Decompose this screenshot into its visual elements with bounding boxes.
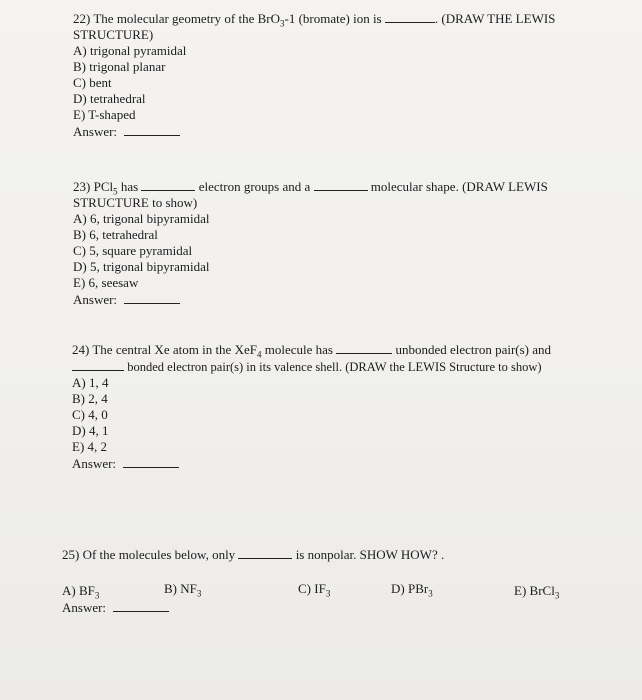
option-d: D) tetrahedral: [73, 91, 146, 106]
subscript: 3: [280, 18, 285, 29]
option-a: [62, 583, 99, 599]
question-text: molecular shape. (DRAW LEWIS: [370, 179, 548, 194]
subscript: 3: [325, 588, 331, 599]
answer-row: [72, 455, 637, 472]
question-22: [73, 10, 633, 140]
option-b: B) 2, 4: [72, 391, 108, 406]
option-label: D) PBr: [391, 581, 429, 596]
question-text: bonded electron pair(s) in its valence shell. (DRAW the LEWIS Structure to show): [127, 360, 542, 374]
answer-blank[interactable]: [141, 178, 195, 191]
answer-blank[interactable]: [124, 123, 180, 136]
question-text: has: [120, 179, 139, 194]
subscript: 3: [94, 590, 100, 601]
question-number: 22): [73, 11, 91, 26]
subscript: 3: [196, 588, 202, 599]
question-23-stem: [73, 178, 633, 195]
answer-label: Answer:: [73, 292, 118, 307]
subscript: 3: [554, 590, 560, 601]
question-text: unbonded electron pair(s) and: [395, 342, 552, 357]
option-label: C) IF: [298, 581, 326, 596]
answer-label: Answer:: [73, 124, 118, 139]
option-e: [514, 583, 559, 599]
option-label: E) BrCl: [514, 583, 555, 598]
option-d: [391, 581, 433, 597]
option-c: C) 4, 0: [72, 407, 108, 422]
question-text: molecule has: [264, 342, 333, 357]
option-c: [298, 581, 330, 597]
answer-row: [73, 291, 633, 308]
option-e: E) 6, seesaw: [73, 275, 139, 290]
question-text: Of the molecules below, only: [82, 547, 236, 562]
question-24-stem-line-2: [72, 358, 637, 375]
question-text: PCl: [93, 179, 114, 194]
option-a: A) 1, 4: [72, 375, 109, 390]
option-label: A) BF: [62, 583, 95, 598]
question-text: STRUCTURE): [73, 27, 154, 42]
question-text: The central Xe atom in the XeF: [92, 342, 257, 357]
option-d: D) 5, trigonal bipyramidal: [73, 259, 210, 274]
answer-blank[interactable]: [336, 341, 392, 354]
option-c: C) 5, square pyramidal: [73, 243, 193, 258]
question-text: . (DRAW THE LEWIS: [434, 11, 556, 26]
answer-blank[interactable]: [123, 455, 179, 468]
question-text: is nonpolar. SHOW HOW? .: [295, 547, 445, 562]
answer-blank[interactable]: [124, 291, 180, 304]
question-number: 23): [73, 179, 91, 194]
option-c: C) bent: [73, 75, 112, 90]
question-number: 25): [62, 547, 80, 562]
option-b: [164, 581, 201, 597]
answer-blank[interactable]: [113, 599, 169, 612]
option-b: B) trigonal planar: [73, 59, 166, 74]
question-25-stem: [62, 546, 444, 563]
option-e: E) 4, 2: [72, 439, 108, 454]
question-22-stem: [73, 10, 633, 27]
answer-blank[interactable]: [314, 178, 368, 191]
question-23: [73, 178, 633, 308]
option-label: B) NF: [164, 581, 197, 596]
subscript: 4: [256, 349, 262, 360]
answer-label: Answer:: [72, 456, 117, 471]
question-text: electron groups and a: [198, 179, 311, 194]
option-a: A) trigonal pyramidal: [73, 43, 187, 58]
option-a: A) 6, trigonal bipyramidal: [73, 211, 210, 226]
question-24-stem: [72, 341, 637, 358]
option-e: E) T-shaped: [73, 107, 136, 122]
subscript: 3: [428, 588, 433, 599]
answer-label: Answer:: [62, 600, 107, 615]
answer-blank[interactable]: [72, 358, 124, 371]
question-text: STRUCTURE to show): [73, 195, 198, 210]
answer-row: [73, 123, 633, 140]
answer-row: [62, 599, 169, 616]
question-text: The molecular geometry of the BrO: [93, 11, 280, 26]
question-number: 24): [72, 342, 90, 357]
answer-blank[interactable]: [385, 10, 435, 23]
option-b: B) 6, tetrahedral: [73, 227, 158, 242]
question-24: [72, 341, 637, 472]
subscript: 5: [113, 186, 118, 197]
option-d: D) 4, 1: [72, 423, 109, 438]
question-text: -1 (bromate) ion is: [284, 11, 382, 26]
answer-blank[interactable]: [238, 546, 292, 559]
